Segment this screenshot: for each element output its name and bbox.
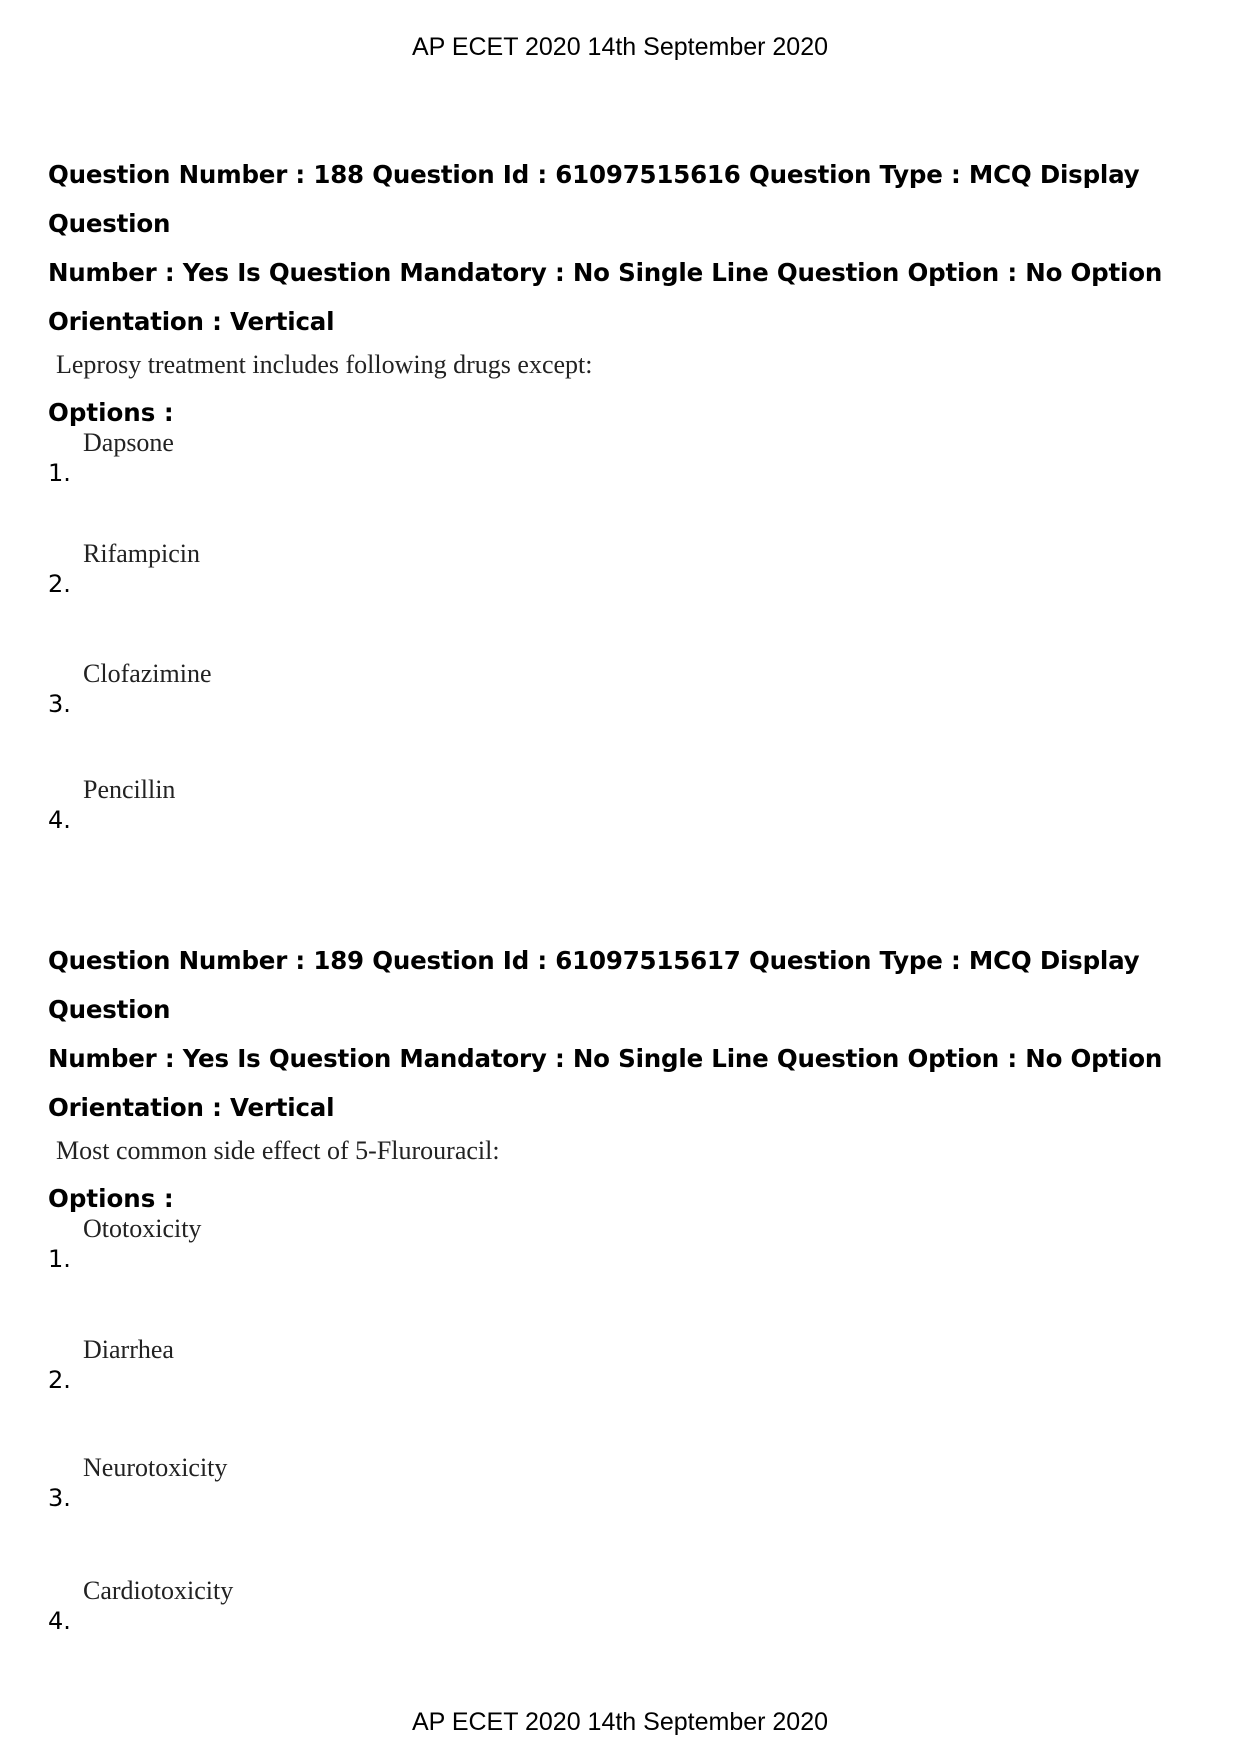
options-label: Options : — [48, 1184, 174, 1213]
question-text: Leprosy treatment includes following drugs except: — [56, 350, 593, 379]
page-header: AP ECET 2020 14th September 2020 — [411, 33, 829, 61]
question-meta-line-1: Question Number : 188 Question Id : 61097515616 Question Type : MCQ Display Question — [48, 160, 1140, 238]
option-text: Ototoxicity — [83, 1214, 202, 1243]
question-meta-line-2: Number : Yes Is Question Mandatory : No Single Line Question Option : No Option — [48, 1044, 1163, 1073]
option-number: 3. — [48, 1484, 71, 1512]
option-item — [48, 539, 1218, 659]
option-text: Clofazimine — [83, 659, 212, 688]
option-item — [48, 1576, 1218, 1636]
option-text: Rifampicin — [83, 539, 200, 568]
question-meta-line-3: Orientation : Vertical — [48, 307, 335, 336]
options-label: Options : — [48, 398, 174, 427]
option-text: Pencillin — [83, 775, 176, 804]
option-item — [48, 428, 1218, 539]
question-text: Most common side effect of 5-Flurouracil: — [56, 1136, 500, 1165]
option-number: 4. — [48, 806, 71, 834]
option-item — [48, 1214, 1218, 1335]
option-number: 2. — [48, 1366, 71, 1394]
question-188 — [48, 150, 1218, 835]
option-item — [48, 659, 1218, 775]
option-number: 1. — [48, 1245, 71, 1273]
option-number: 1. — [48, 459, 71, 487]
page-footer: AP ECET 2020 14th September 2020 — [411, 1708, 829, 1736]
option-item — [48, 1335, 1218, 1453]
question-meta-line-2: Number : Yes Is Question Mandatory : No Single Line Question Option : No Option — [48, 258, 1163, 287]
option-number: 4. — [48, 1607, 71, 1635]
question-meta-line-1: Question Number : 189 Question Id : 61097515617 Question Type : MCQ Display Question — [48, 946, 1140, 1024]
option-text: Diarrhea — [83, 1335, 174, 1364]
option-item — [48, 1453, 1218, 1576]
option-item — [48, 775, 1218, 835]
question-189 — [48, 936, 1218, 1636]
option-text: Cardiotoxicity — [83, 1576, 234, 1605]
option-text: Neurotoxicity — [83, 1453, 228, 1482]
question-meta-line-3: Orientation : Vertical — [48, 1093, 335, 1122]
option-number: 3. — [48, 690, 71, 718]
options-list — [48, 1214, 1218, 1636]
option-text: Dapsone — [83, 428, 174, 457]
option-number: 2. — [48, 570, 71, 598]
options-list — [48, 428, 1218, 835]
